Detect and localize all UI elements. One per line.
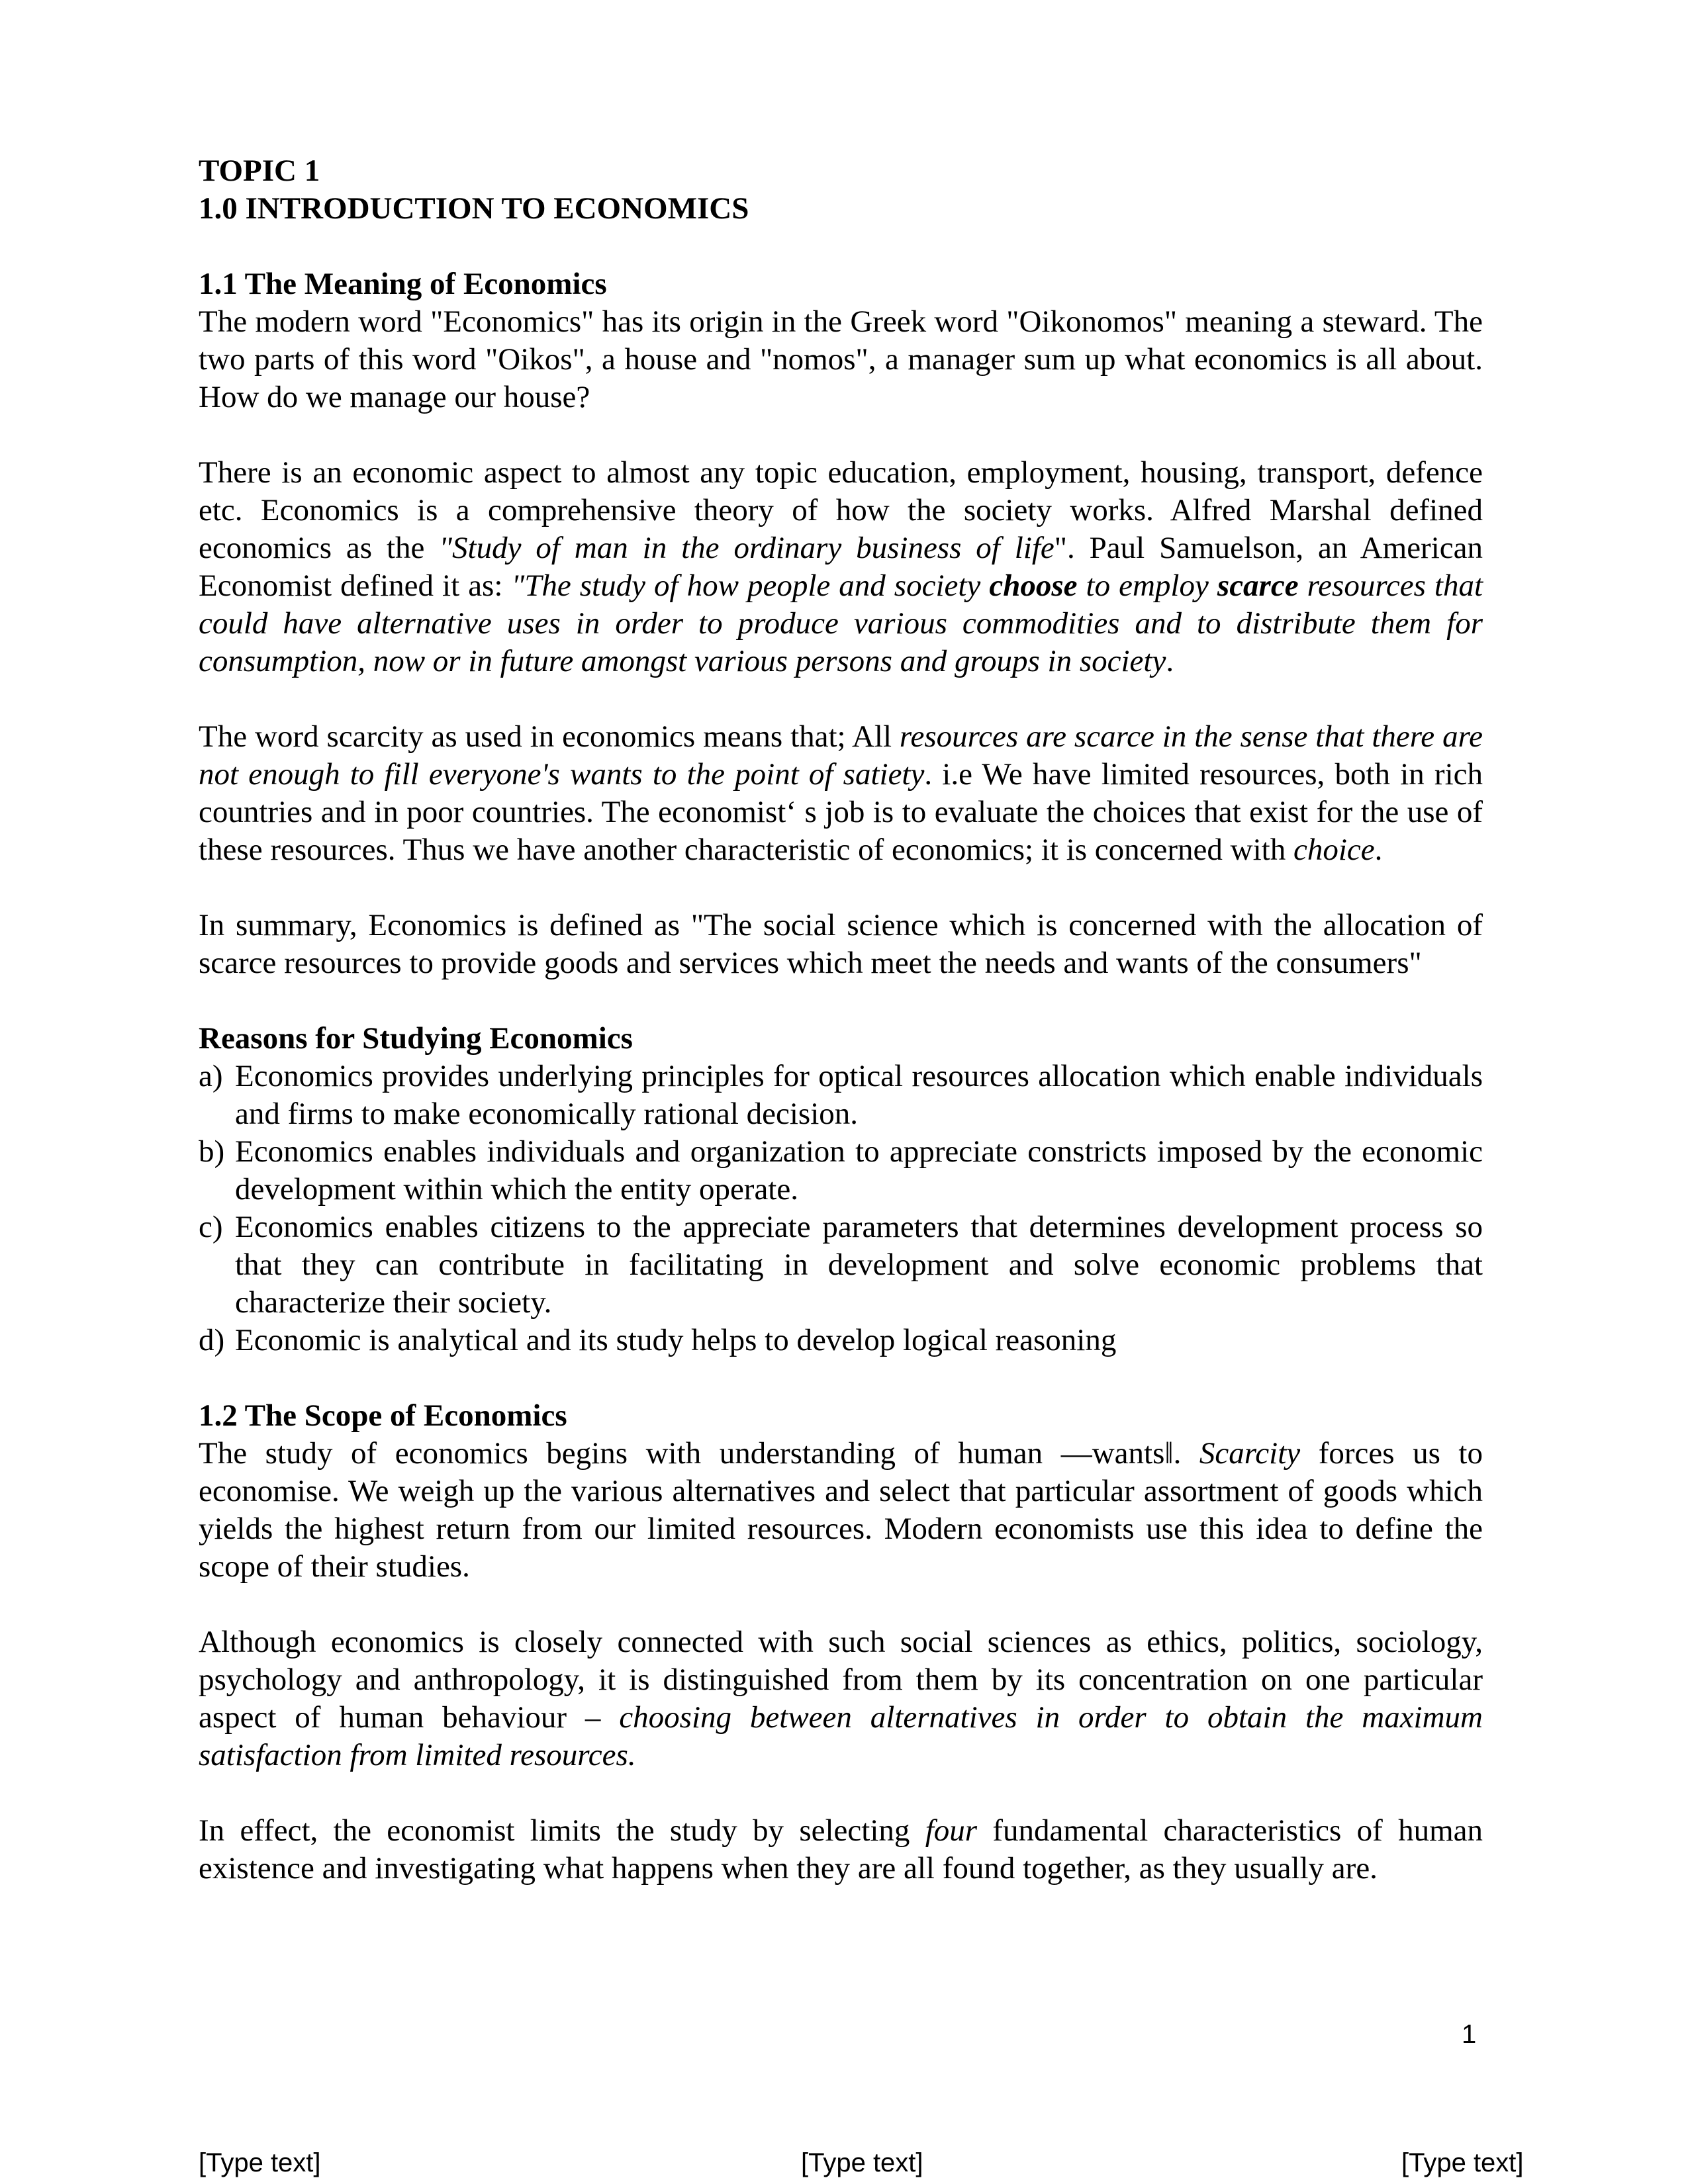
- text-run: Although economics is closely connected with such social sciences as ethics, politics, sociology, psychology and anthropology, it is distinguished from them by its concentration on one particular aspect of human behaviour –: [199, 1625, 1483, 1735]
- section-heading-reasons: Reasons for Studying Economics: [199, 1021, 633, 1056]
- paragraph-summary: In summary, Economics is defined as "The social science which is concerned with the allocation of scarce resources to provide goods and services which meet the needs and wants of the consumers": [199, 908, 1483, 980]
- paragraph-social-sciences: [199, 1623, 1483, 1774]
- spacer: [199, 228, 1483, 265]
- text-run: .: [1166, 644, 1174, 678]
- list-item: [199, 1133, 1483, 1208]
- spacer: [199, 1774, 1483, 1812]
- text-run: forces us to economise. We weigh up the various alternatives and select that particular assortment of goods which yields the highest return from our limited resources. Modern economists use this idea to define the scope of their studies.: [199, 1436, 1483, 1584]
- list-item: [199, 1058, 1483, 1133]
- footer-left-text: [Type text]: [199, 2148, 321, 2177]
- list-marker: d): [199, 1323, 225, 1357]
- paragraph-scope-wants: [199, 1435, 1483, 1586]
- list-item: [199, 1322, 1483, 1359]
- spacer: [199, 416, 1483, 454]
- section-heading-scope: 1.2 The Scope of Economics: [199, 1398, 567, 1433]
- italic-scarcity-definition: resources are scarce in the sense that there are not enough to fill everyone's wants to the point of satiety: [199, 719, 1483, 792]
- italic-run: to employ: [1077, 569, 1217, 603]
- spacer: [199, 869, 1483, 907]
- italic-four: four: [925, 1813, 978, 1848]
- footer-right-text: [Type text]: [1401, 2148, 1524, 2177]
- footer-center-text: [Type text]: [801, 2148, 923, 2177]
- text-run: fundamental characteristics of human existence and investigating what happens when they are all found together, as they usually are.: [199, 1813, 1483, 1886]
- list-marker: a): [199, 1059, 223, 1093]
- spacer: [199, 1359, 1483, 1397]
- spacer: [199, 680, 1483, 718]
- document-body: [199, 152, 1483, 1888]
- italic-choosing-alternatives: choosing between alternatives in order to obtain the maximum satisfaction from limited resources.: [199, 1700, 1483, 1772]
- italic-quote-samuelson: "The study of how people and society: [511, 569, 990, 603]
- spacer: [199, 982, 1483, 1020]
- section-heading-meaning: 1.1 The Meaning of Economics: [199, 267, 607, 301]
- list-marker: b): [199, 1134, 225, 1169]
- text-run: The word scarcity as used in economics means that; All: [199, 719, 900, 754]
- text-run: .: [1374, 833, 1383, 867]
- paragraph-definitions: [199, 454, 1483, 680]
- list-item-text: Economics enables individuals and organization to appreciate constricts imposed by the economic development within which the entity operate.: [235, 1134, 1483, 1206]
- text-run: In effect, the economist limits the study by selecting: [199, 1813, 925, 1848]
- list-item-text: Economics provides underlying principles for optical resources allocation which enable individuals and firms to make economically rational decision.: [235, 1059, 1483, 1131]
- list-item-text: Economic is analytical and its study helps to develop logical reasoning: [235, 1323, 1117, 1357]
- italic-quote-marshal: "Study of man in the ordinary business of life: [439, 531, 1055, 565]
- italic-run: resources that could have alternative uses in order to produce various commodities and to distribute them for consumption, now or in future amongst various persons and groups in society: [199, 569, 1483, 678]
- topic-label: TOPIC 1: [199, 154, 320, 188]
- paragraph-origin: The modern word "Economics" has its origin in the Greek word "Oikonomos" meaning a steward. The two parts of this word "Oikos", a house and "nomos", a manager sum up what economics is all about. How do we manage our house?: [199, 304, 1483, 414]
- list-marker: c): [199, 1210, 223, 1244]
- spacer: [199, 1586, 1483, 1623]
- bold-italic-choose: choose: [989, 569, 1078, 603]
- list-item-text: Economics enables citizens to the appreciate parameters that determines development process so that they can contribute in facilitating in development and solve economic problems that characterize their society.: [235, 1210, 1483, 1320]
- italic-scarcity: Scarcity: [1199, 1436, 1301, 1471]
- paragraph-scarcity: [199, 718, 1483, 869]
- bold-italic-scarce: scarce: [1217, 569, 1299, 603]
- text-run: The study of economics begins with understanding of human ―wants‖.: [199, 1436, 1199, 1471]
- list-item: [199, 1208, 1483, 1322]
- text-run: ". Paul Samuelson, an American Economist defined it as:: [199, 531, 1483, 603]
- text-run: There is an economic aspect to almost any topic education, employment, housing, transport, defence etc. Economics is a comprehensive theory of how the society works. Alfred Marshal defined economics as the: [199, 455, 1483, 565]
- paragraph-four-characteristics: [199, 1812, 1483, 1888]
- text-run: . i.e We have limited resources, both in rich countries and in poor countries. The economist‘ s job is to evaluate the choices that exist for the use of these resources. Thus we have another characteristic of economics; it is concerned with: [199, 757, 1483, 867]
- document-title: 1.0 INTRODUCTION TO ECONOMICS: [199, 191, 749, 226]
- page-number: 1: [1462, 2020, 1477, 2049]
- italic-choice: choice: [1293, 833, 1375, 867]
